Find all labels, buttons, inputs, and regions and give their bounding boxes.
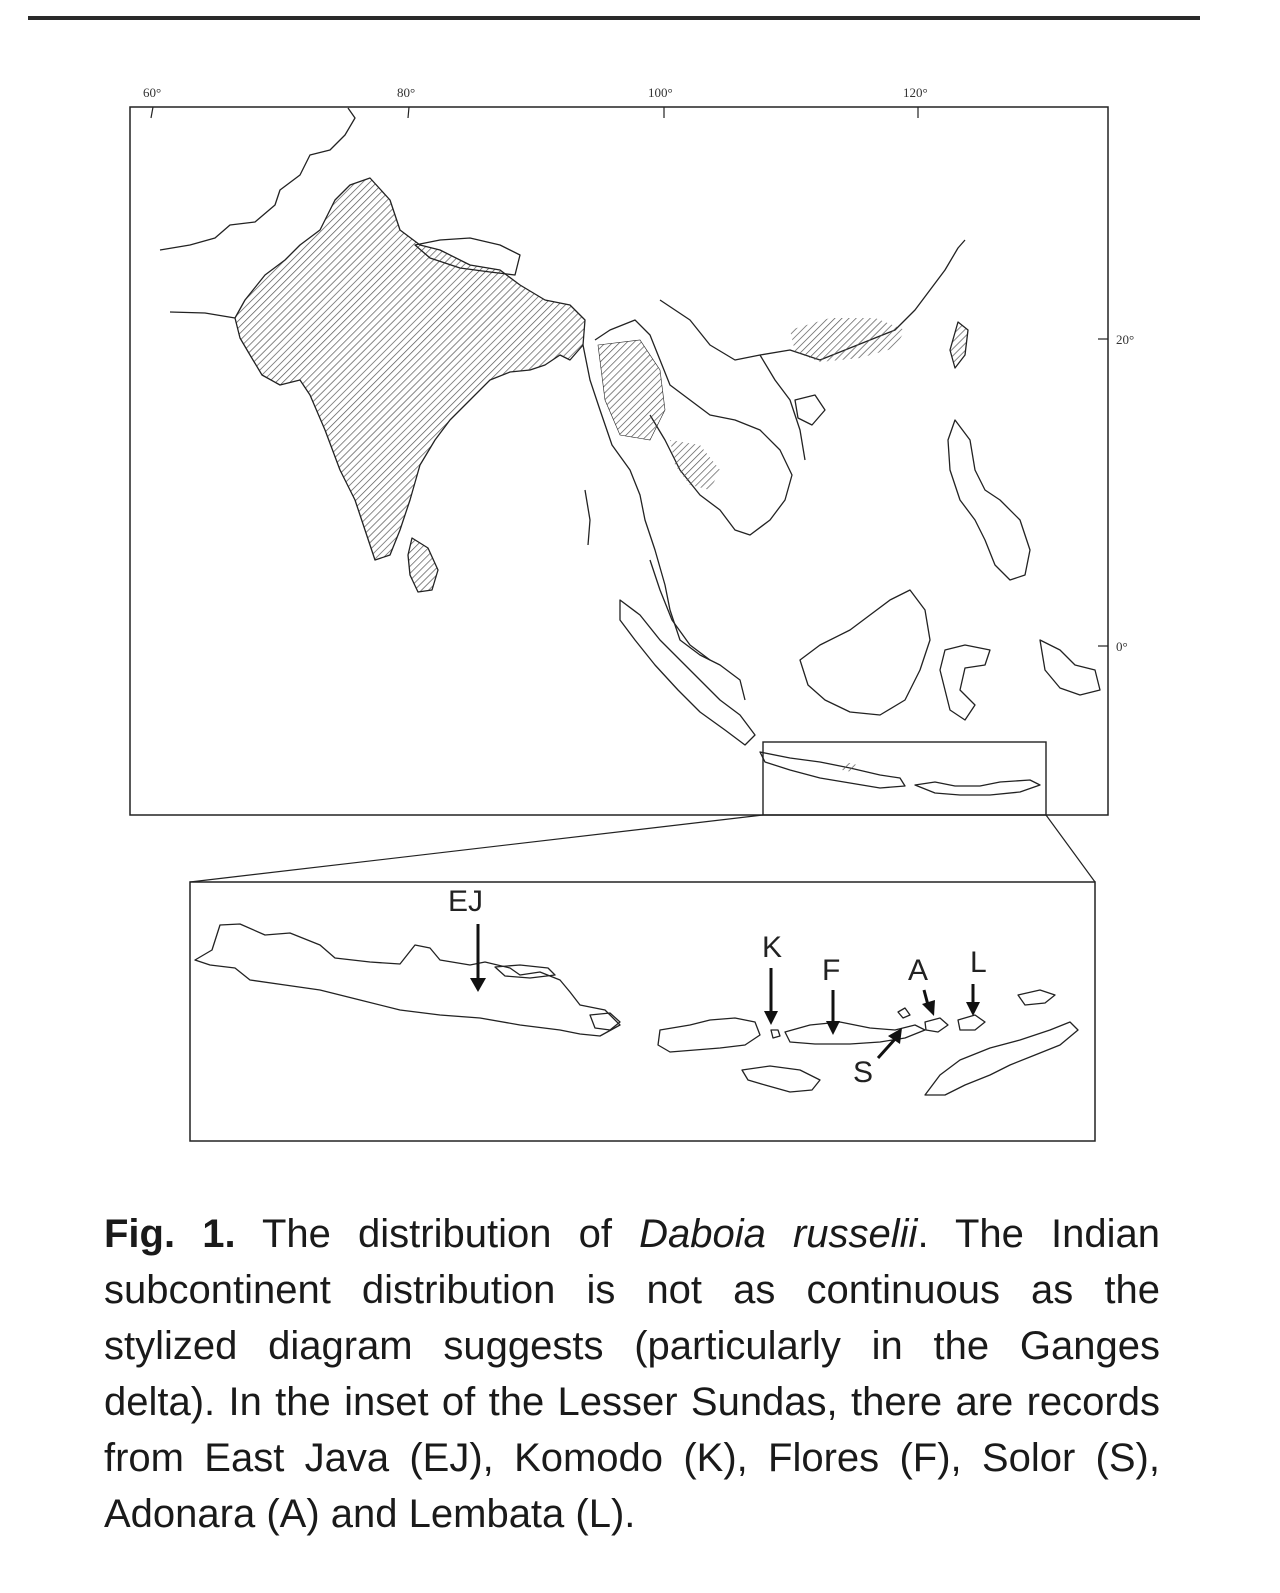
label-solor: S <box>853 1056 874 1089</box>
arrow-adonara <box>922 1000 935 1016</box>
label-adonara: A <box>908 954 929 987</box>
island-flores <box>785 1022 925 1044</box>
coastlines <box>160 108 1100 795</box>
island-java <box>195 924 620 1036</box>
label-komodo: K <box>762 931 783 964</box>
label-lembata: L <box>970 946 987 979</box>
arrow-flores <box>826 1021 840 1035</box>
inset-connector-right <box>1046 815 1095 882</box>
tick-label-100: 100° <box>648 85 673 100</box>
inset-locator-box <box>763 742 1046 815</box>
island-komodo <box>771 1030 780 1038</box>
island-sumbawa <box>658 1018 760 1052</box>
arrow-lembata <box>966 1002 980 1016</box>
island-lembata <box>958 1015 985 1030</box>
arrow-komodo <box>764 1011 778 1025</box>
label-east-java: EJ <box>448 885 484 918</box>
species-name: Daboia russelii <box>639 1212 918 1256</box>
inset-connector-left <box>190 815 763 882</box>
tick-label-0: 0° <box>1116 639 1128 654</box>
caption-text-body: . The Indian subcontinent distribution is not as continuous as the stylized diagram suggests (particularly in the Ganges delta). In the inset of the Lesser Sundas, there are records from East Java (EJ), Komodo (K), Flores (F), Solor (S), Adonara (A) and Lembata (L). <box>104 1212 1160 1536</box>
inset-islands <box>195 924 1078 1095</box>
figure-label: Fig. 1. <box>104 1212 236 1256</box>
tick-label-120: 120° <box>903 85 928 100</box>
range-hatched-areas <box>598 318 905 772</box>
arrow-east-java <box>470 978 486 992</box>
inset-annotations <box>448 885 987 1089</box>
longitude-ticks <box>143 85 928 118</box>
island-adonara <box>925 1018 948 1032</box>
latitude-ticks <box>1098 332 1134 654</box>
tick-label-80: 80° <box>397 85 416 100</box>
inset-frame <box>190 882 1095 1141</box>
island-sumba <box>742 1066 820 1092</box>
caption-text-lead: The distribution of <box>235 1212 640 1256</box>
tick-label-20n: 20° <box>1116 332 1135 347</box>
tick-label-60: 60° <box>143 85 162 100</box>
island-timor <box>925 1022 1078 1095</box>
figure-caption <box>104 1206 1160 1542</box>
main-map-frame <box>130 107 1108 815</box>
island-solor <box>898 1008 910 1018</box>
label-flores: F <box>822 954 841 987</box>
island-alor <box>1018 990 1055 1005</box>
